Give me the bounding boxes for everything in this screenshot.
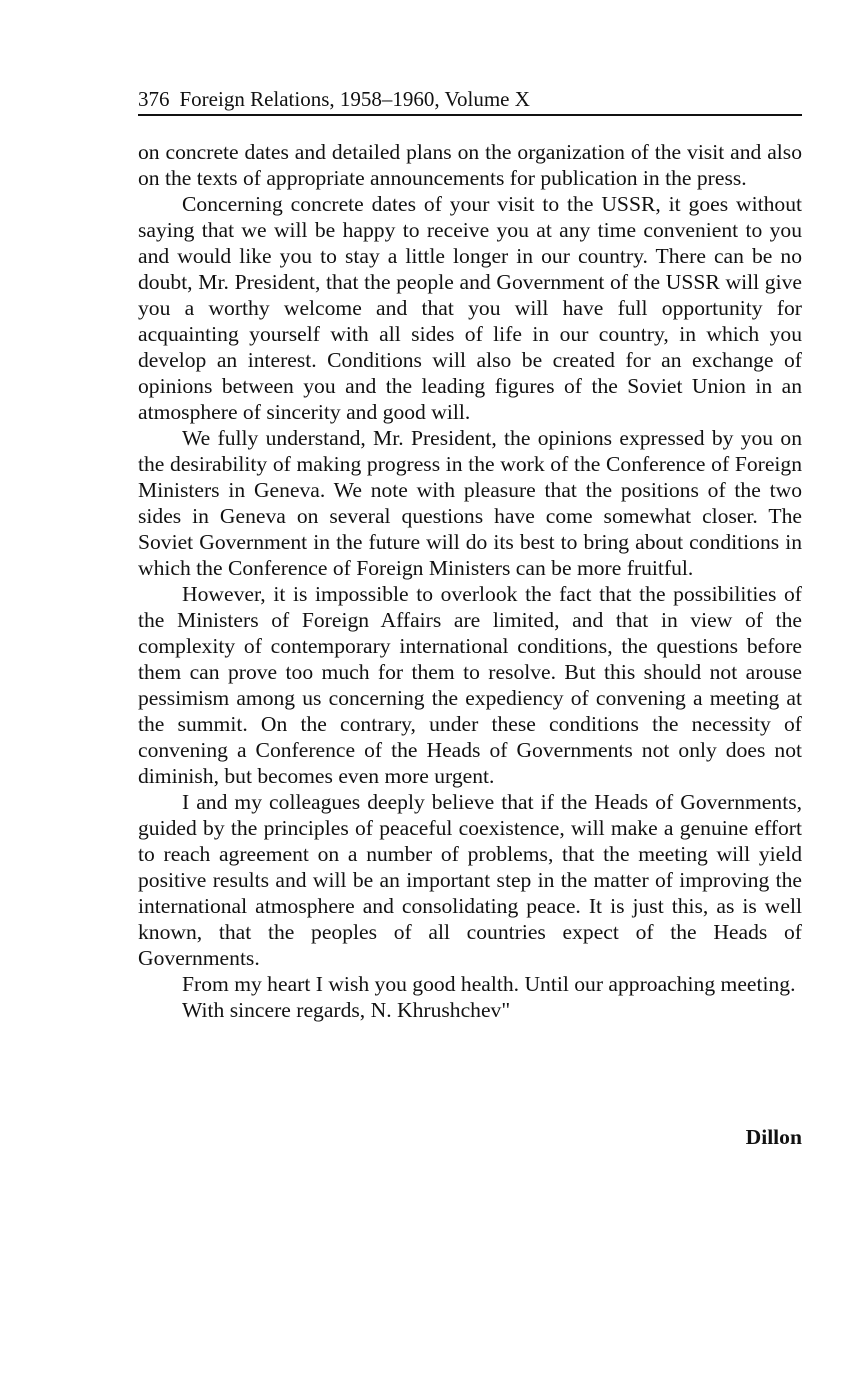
paragraph-visit-dates: Concerning concrete dates of your visit to the USSR, it goes without saying that we will be happy to receive you at any time convenient to you and would like you to stay a little longer in our country. There can be no doubt, Mr. President, that the people and Government of the USSR will give you a worthy welcome and that you will have full opportunity for acquainting yourself with all sides of life in our country, in which you develop an interest. Conditions will also be created for an exchange of opinions between you and the leading figures of the Soviet Union in an atmosphere of sincerity and good will. — [138, 192, 802, 424]
paragraph-geneva-conference: We fully understand, Mr. President, the opinions expressed by you on the desirability of making progress in the work of the Conference of Foreign Ministers in Geneva. We note with pleasure that the positions of the two sides in Geneva on several questions have come somewhat closer. The Soviet Government in the future will do its best to bring about conditions in which the Conference of Foreign Ministers can be more fruitful. — [138, 426, 802, 580]
paragraph-good-health: From my heart I wish you good health. Until our approaching meeting. — [182, 972, 796, 996]
page-header — [138, 86, 802, 116]
paragraph-summit-necessity: However, it is impossible to overlook the fact that the possibilities of the Ministers of Foreign Affairs are limited, and that in view of the complexity of contemporary international conditions, the questions before them can prove too much for them to resolve. But this should not arouse pessimism among us concerning the expediency of convening a meeting at the summit. On the contrary, under these conditions the necessity of convening a Conference of the Heads of Governments not only does not diminish, but becomes even more urgent. — [138, 582, 802, 788]
paragraph-continuation: on concrete dates and detailed plans on the organization of the visit and also on the texts of appropriate announcements for publication in the press. — [138, 140, 802, 190]
paragraph-closing-regards: With sincere regards, N. Khrushchev" — [182, 998, 511, 1022]
body-text — [138, 139, 802, 1023]
running-title: Foreign Relations, 1958–1960, Volume X — [179, 87, 530, 111]
signature: Dillon — [745, 1125, 802, 1149]
paragraph-peaceful-coexistence: I and my colleagues deeply believe that if the Heads of Governments, guided by the principles of peaceful coexistence, will make a genuine effort to reach agreement on a number of problems, that the meeting will yield positive results and will be an important step in the matter of improving the international atmosphere and consolidating peace. It is just this, as is well known, that the peoples of all countries expect of the Heads of Governments. — [138, 790, 802, 970]
page-number: 376 — [138, 87, 170, 111]
